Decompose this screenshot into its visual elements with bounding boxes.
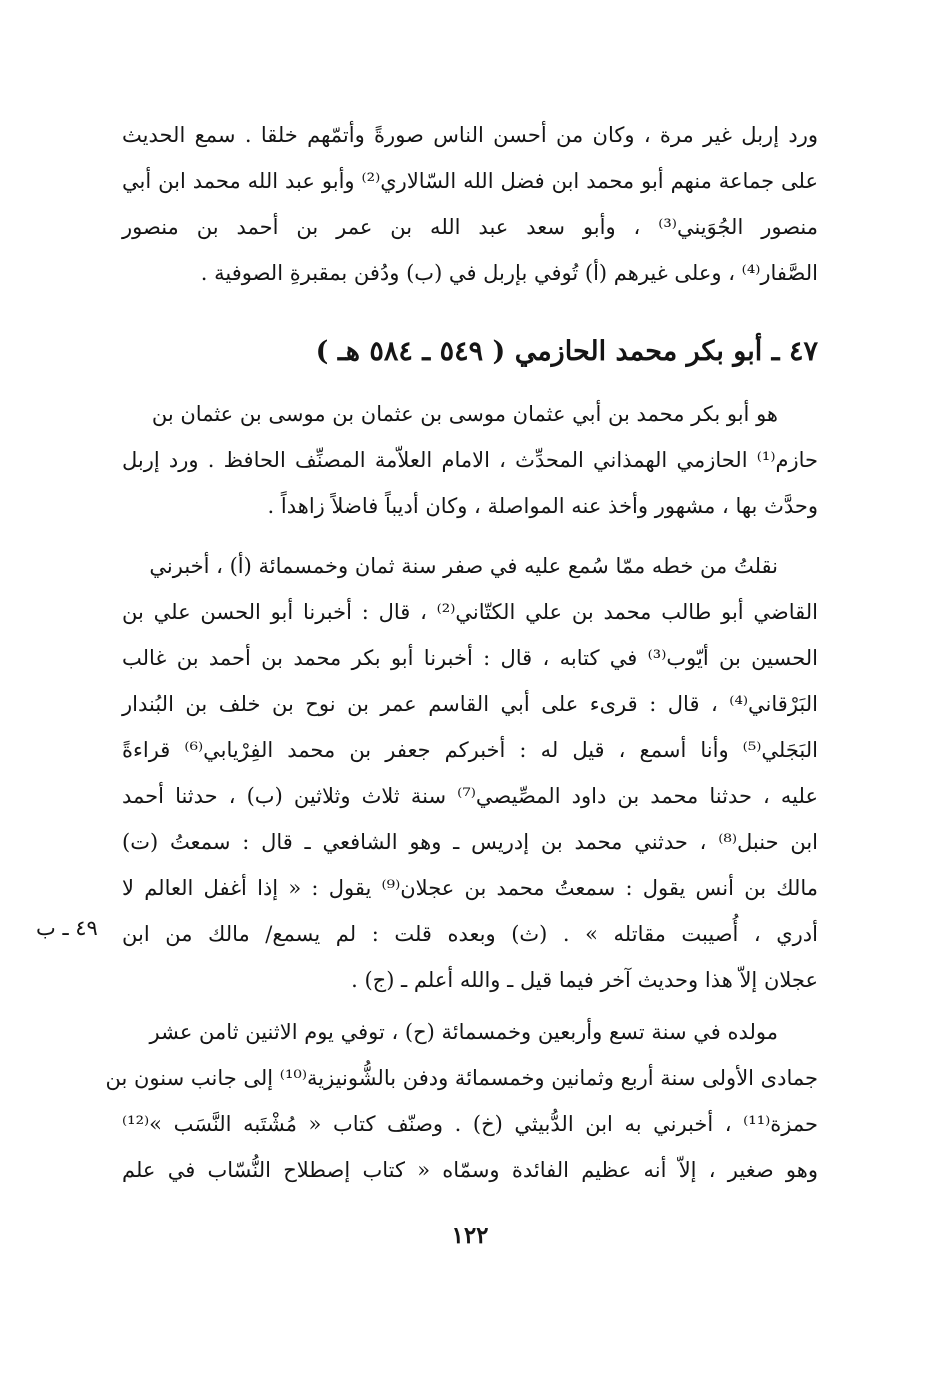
text-line: عليه ، حدثنا محمد بن داود المصِّيصي⁽⁷⁾ سنة ثلاث وثلاثين (ب) ، حدثنا أحمد bbox=[122, 784, 818, 808]
page-number: ١٢٢ bbox=[451, 1222, 489, 1249]
paragraph-1 bbox=[122, 112, 818, 296]
text-line: جمادى الأولى سنة أربع وثمانين وخمسمائة ودفن بالشُّونيزية⁽¹⁰⁾ إلى جانب سنون بن bbox=[105, 1066, 818, 1090]
text-line: على جماعة منهم أبو محمد ابن فضل الله السّالاري⁽²⁾ وأبو عبد الله محمد ابن أبي bbox=[122, 169, 819, 193]
text-line: حمزة⁽¹¹⁾ ، أخبرني به ابن الدُّبيثي (خ) . وصنّف كتاب « مُشْتَبه النَّسَب »⁽¹²⁾ bbox=[122, 1112, 818, 1136]
text-line: الصَّفار⁽⁴⁾ ، وعلى غيرهم (أ) تُوفي بإربل في (ب) ودُفن بمقبرةِ الصوفية . bbox=[200, 261, 818, 285]
text-line: أدري ، أُصيبت مقاتله » . (ث) وبعده قلت : لم يسمع/ مالك من ابن bbox=[122, 922, 818, 946]
folio-margin-note: ٤٩ ـ ب bbox=[36, 916, 98, 940]
text-line: حازم⁽¹⁾ الحازمي الهمذاني المحدِّث ، الامام العلاّمة المصنِّف الحافظ . ورد إربل bbox=[122, 448, 818, 472]
text-line: مالك بن أنس يقول : سمعتُ محمد بن عجلان⁽⁹⁾ يقول : « إذا أغفل العالم لا bbox=[122, 876, 819, 900]
paragraph-4 bbox=[105, 1009, 818, 1193]
entry-heading: ٤٧ ـ أبو بكر محمد الحازمي ( ٥٤٩ ـ ٥٨٤ هـ ) bbox=[315, 336, 818, 367]
text-line: البَرْقاني⁽⁴⁾ ، قال : قرىء على أبي القاسم عمر بن نوح بن خلف بن البُندار bbox=[122, 692, 818, 716]
paragraph-3 bbox=[122, 543, 818, 1003]
text-line: ابن حنبل⁽⁸⁾ ، حدثني محمد بن إدريس ـ وهو الشافعي ـ قال : سمعتُ (ت) bbox=[122, 830, 818, 854]
text-line: القاضي أبو طالب محمد بن علي الكتّاني⁽²⁾ ، قال : أخبرنا أبو الحسن علي بن bbox=[122, 600, 819, 624]
text-line: منصور الجُوَيني⁽³⁾ ، وأبو سعد عبد الله بن عمر بن أحمد بن منصور bbox=[122, 215, 818, 239]
text-line: الحسين بن أيّوب⁽³⁾ في كتابه ، قال : أخبرنا أبو بكر محمد بن أحمد بن غالب bbox=[122, 646, 818, 670]
text-line: هو أبو بكر محمد بن أبي عثمان موسى بن عثمان بن موسى بن عثمان بن bbox=[151, 402, 778, 426]
text-line: وحدَّث بها ، مشهور وأخذ عنه المواصلة ، وكان أديباً فاضلاً زاهداً . bbox=[267, 494, 818, 518]
text-line: عجلان إلاّ هذا وحديث آخر فيما قيل ـ والله أعلم ـ (ج) . bbox=[351, 968, 818, 992]
text-line: نقلتُ من خطه ممّا سُمع عليه في صفر سنة ثمان وخمسمائة (أ) ، أخبرني bbox=[149, 554, 778, 578]
text-line: ورد إربل غير مرة ، وكان من أحسن الناس صورةً وأتمّهم خلقا . سمع الحديث bbox=[122, 123, 818, 147]
text-line: مولده في سنة تسع وأربعين وخمسمائة (ح) ، توفي يوم الاثنين ثامن عشر bbox=[149, 1020, 778, 1044]
text-line: وهو صغير ، إلاّ أنه عظيم الفائدة وسمّاه « كتاب إصطلاح النُّسّاب في علم bbox=[122, 1158, 818, 1182]
paragraph-2 bbox=[122, 391, 818, 529]
text-line: البَجَلي⁽⁵⁾ وأنا أسمع ، قيل له : أخبركم جعفر بن محمد الفِرْيابي⁽⁶⁾ قراءةً bbox=[122, 738, 818, 762]
